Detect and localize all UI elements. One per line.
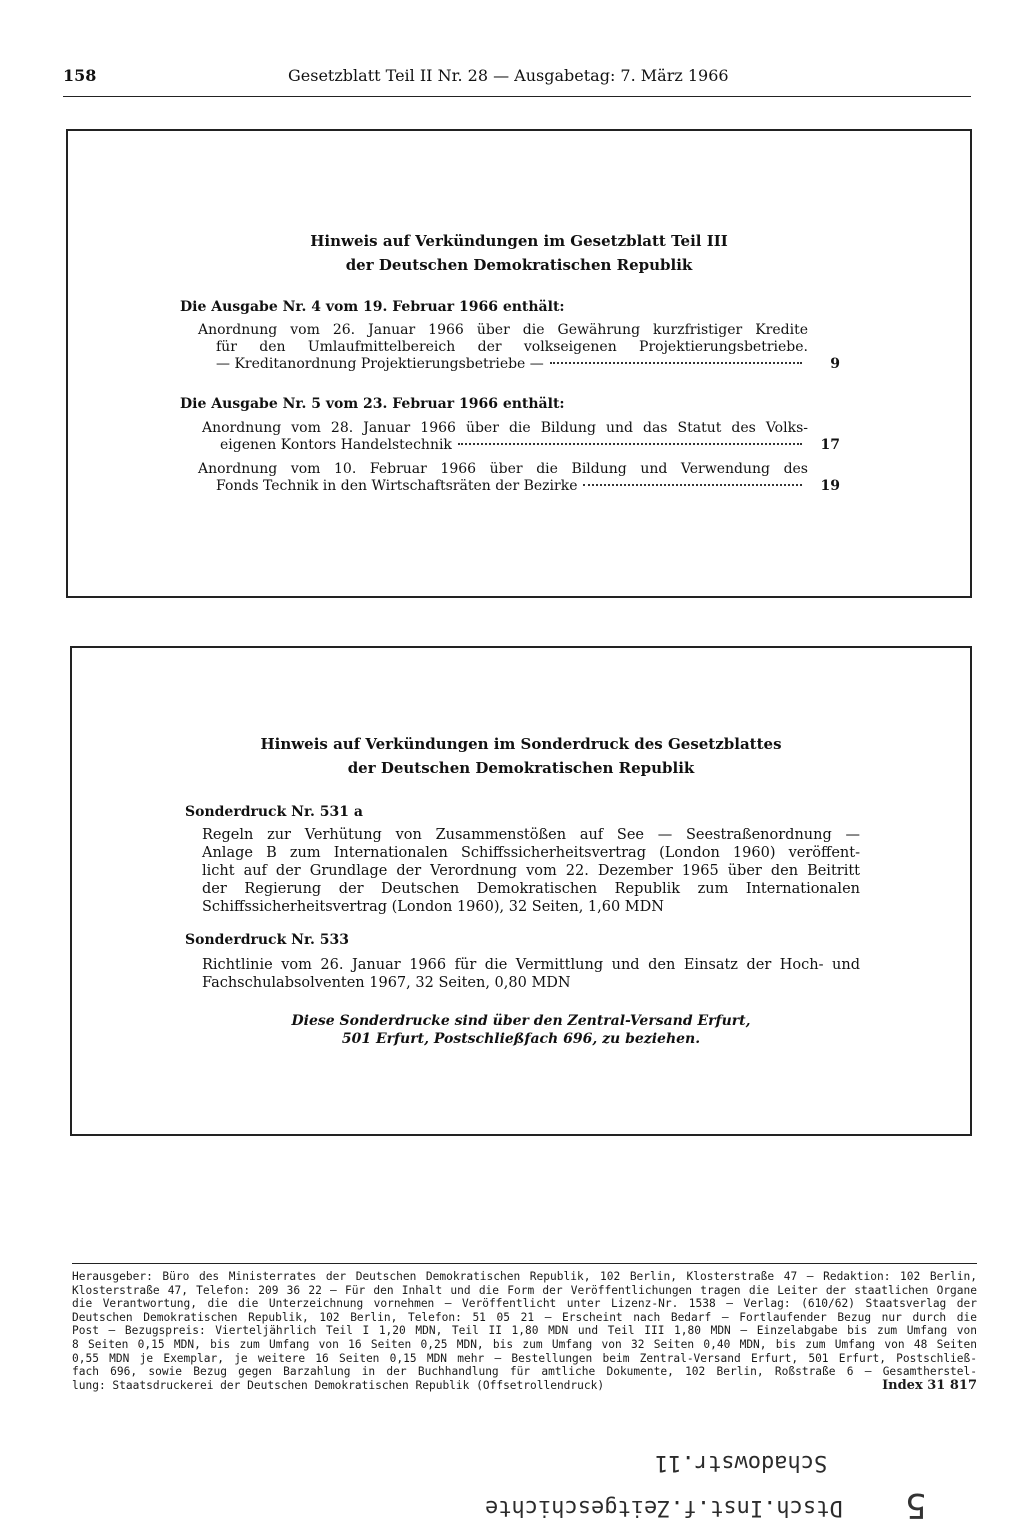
imprint-line: Deutschen Demokratischen Republik, 102 Berlin, Telefon: 51 05 21 — Erscheint nach Bedarf — Fortlaufender Bezug nur durch die bbox=[72, 1310, 977, 1324]
entry-line-leader bbox=[198, 478, 808, 495]
entry-line: — Kreditanordnung Projektierungsbetriebe — bbox=[216, 356, 544, 372]
header-rule bbox=[63, 96, 971, 97]
text-line: Regeln zur Verhütung von Zusammenstößen auf See — Seestraßenordnung — bbox=[202, 827, 860, 843]
entry-line: eigenen Kontors Handelstechnik bbox=[220, 437, 452, 453]
imprint-line: lung: Staatsdruckerei der Deutschen Demokratischen Republik (Offsetrollendruck) bbox=[72, 1378, 605, 1392]
box-subtitle: der Deutschen Demokratischen Republik bbox=[347, 759, 695, 777]
imprint-last-line bbox=[72, 1379, 977, 1393]
notice-box-sonderdruck bbox=[70, 646, 972, 1136]
imprint-line: Klosterstraße 47, Telefon: 209 36 22 — Für den Inhalt und die Form der Veröffentlichungen tragen die Leiter der staatlichen Organe bbox=[72, 1283, 977, 1297]
imprint-line: fach 696, sowie Bezug gegen Barzahlung in der Buchhandlung für amtliche Dokumente, 102 Berlin, Roßstraße 6 — Gesamtherstel- bbox=[72, 1365, 977, 1379]
box-title: Hinweis auf Verkündungen im Gesetzblatt Teil III bbox=[310, 232, 728, 250]
dot-leader bbox=[458, 443, 802, 445]
text-line: Richtlinie vom 26. Januar 1966 für die Vermittlung und den Einsatz der Hoch- und bbox=[202, 957, 860, 973]
footer-rule bbox=[72, 1263, 977, 1264]
issue-entry bbox=[198, 461, 808, 495]
page-reference: 9 bbox=[830, 356, 840, 372]
imprint-line: 0,55 MDN je Exemplar, je weitere 16 Seiten 0,15 MDN mehr — Bestellungen beim Zentral-Versand Erfurt, 501 Erfurt, Postschließ- bbox=[72, 1351, 977, 1365]
box-title: Hinweis auf Verkündungen im Sonderdruck des Gesetzblattes bbox=[260, 735, 782, 753]
notice-box-gesetzblatt-teil-iii bbox=[66, 129, 972, 598]
entry-line: Anordnung vom 28. Januar 1966 über die Bildung und das Statut des Volks- bbox=[202, 420, 808, 436]
imprint-line: Herausgeber: Büro des Ministerrates der Deutschen Demokratischen Republik, 102 Berlin, Klosterstraße 47 — Redaktion: 102 Berlin, bbox=[72, 1270, 977, 1283]
issue-entry bbox=[198, 322, 808, 373]
stamp-number: 5 bbox=[905, 1485, 927, 1525]
imprint bbox=[72, 1270, 977, 1392]
entry-line-leader bbox=[202, 437, 808, 454]
sonderdruck-text bbox=[202, 956, 860, 992]
entry-line: Anordnung vom 26. Januar 1966 über die Gewährung kurzfristiger Kredite bbox=[198, 322, 808, 338]
imprint-line: die Verantwortung, die die Unterzeichnung vornehmen — Veröffentlicht unter Lizenz-Nr. 1538 — Verlag: (610/62) Staatsverlag der bbox=[72, 1297, 977, 1311]
text-line: licht auf der Grundlage der Verordnung vom 22. Dezember 1965 über den Beitritt bbox=[202, 863, 860, 879]
page-reference: 19 bbox=[820, 478, 840, 494]
issue-entry bbox=[202, 420, 808, 454]
text-line: Schiffssicherheitsvertrag (London 1960), 32 Seiten, 1,60 MDN bbox=[202, 899, 664, 915]
text-line: Fachschulabsolventen 1967, 32 Seiten, 0,80 MDN bbox=[202, 975, 571, 991]
issue-heading: Die Ausgabe Nr. 4 vom 19. Februar 1966 enthält: bbox=[180, 299, 565, 315]
page-reference: 17 bbox=[820, 437, 840, 453]
entry-line: Anordnung vom 10. Februar 1966 über die Bildung und Verwendung des bbox=[198, 461, 808, 477]
running-header: Gesetzblatt Teil II Nr. 28 — Ausgabetag: 7. März 1966 bbox=[288, 66, 729, 85]
issue-heading: Die Ausgabe Nr. 5 vom 23. Februar 1966 enthält: bbox=[180, 396, 565, 412]
library-stamp-address: Schadowstr.11 bbox=[655, 1450, 828, 1475]
entry-line-leader bbox=[198, 356, 808, 373]
entry-line: für den Umlaufmittelbereich der volkseigenen Projektierungsbetriebe. bbox=[216, 339, 808, 355]
index-number: Index 31 817 bbox=[882, 1377, 977, 1393]
dot-leader bbox=[583, 484, 802, 486]
text-line: Anlage B zum Internationalen Schiffssicherheitsvertrag (London 1960) veröffent- bbox=[202, 845, 860, 861]
library-stamp-name: Dtsch.Inst.f.Zeitgeschichte bbox=[485, 1495, 843, 1520]
ordering-note: Diese Sonderdrucke sind über den Zentral-Versand Erfurt, bbox=[291, 1013, 751, 1029]
sonderdruck-heading: Sonderdruck Nr. 531 a bbox=[185, 804, 363, 820]
imprint-line: Post — Bezugspreis: Vierteljährlich Teil I 1,20 MDN, Teil II 1,80 MDN und Teil III 1,80 MDN — Einzelabgabe bis zum Umfang von bbox=[72, 1324, 977, 1338]
imprint-line: 8 Seiten 0,15 MDN, bis zum Umfang von 16 Seiten 0,25 MDN, bis zum Umfang von 32 Seiten 0,40 MDN, bis zum Umfang von 48 Seiten bbox=[72, 1337, 977, 1351]
sonderdruck-heading: Sonderdruck Nr. 533 bbox=[185, 932, 350, 948]
entry-line: Fonds Technik in den Wirtschaftsräten der Bezirke bbox=[216, 478, 578, 494]
text-line: der Regierung der Deutschen Demokratischen Republik zum Internationalen bbox=[202, 881, 860, 897]
page-number: 158 bbox=[63, 66, 97, 85]
sonderdruck-text bbox=[202, 826, 860, 916]
dot-leader bbox=[550, 362, 802, 364]
box-subtitle: der Deutschen Demokratischen Republik bbox=[345, 256, 693, 274]
ordering-note: 501 Erfurt, Postschließfach 696, zu beziehen. bbox=[341, 1031, 701, 1047]
